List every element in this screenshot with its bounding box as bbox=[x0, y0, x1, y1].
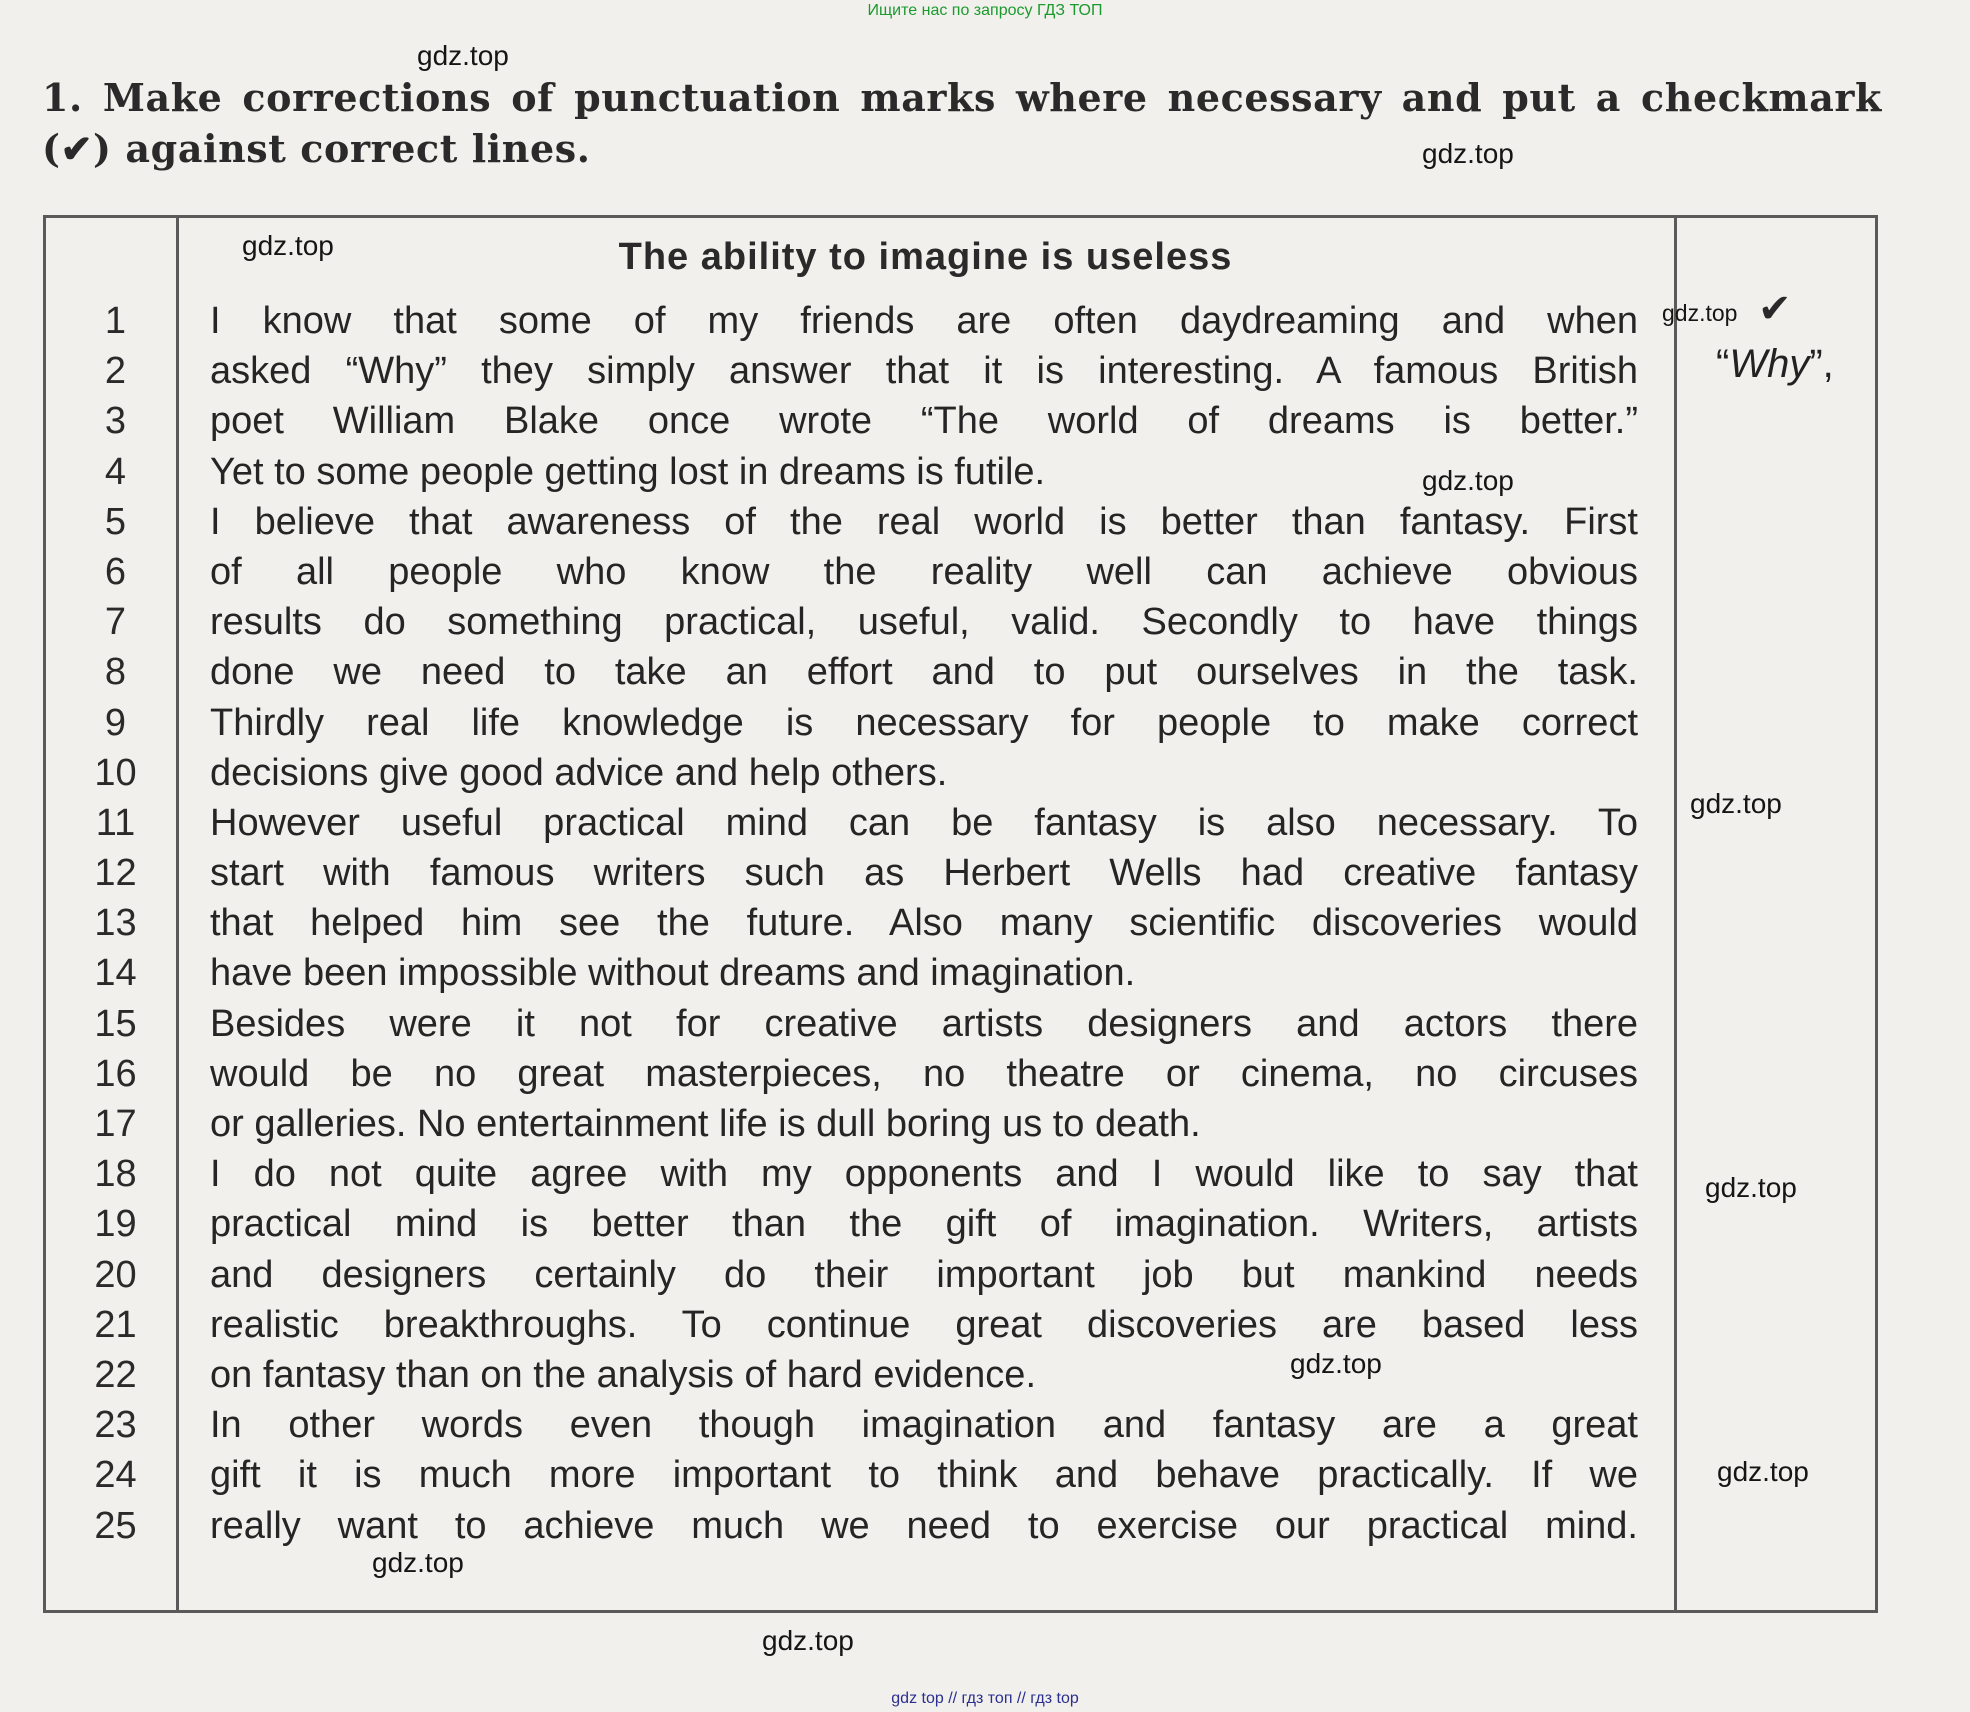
text-line: I do not quite agree with my opponents and I would like to say that bbox=[210, 1153, 1638, 1196]
text-line: have been impossible without dreams and imagination. bbox=[210, 952, 1136, 995]
text-line: results do something practical, useful, valid. Secondly to have things bbox=[210, 601, 1638, 644]
text-line: and designers certainly do their important job but mankind needs bbox=[210, 1253, 1638, 1296]
text-line: on fantasy than on the analysis of hard evidence. bbox=[210, 1353, 1036, 1396]
line-number: 7 bbox=[104, 601, 127, 644]
correction-open-quote: “ bbox=[1716, 342, 1730, 386]
watermark: gdz.top bbox=[1422, 138, 1514, 169]
footer-banner: gdz top // гдз топ // гдз top bbox=[891, 1690, 1079, 1707]
watermark: gdz.top bbox=[1662, 300, 1738, 326]
text-line: Thirdly real life knowledge is necessary for people to make correct bbox=[210, 701, 1638, 744]
text-line: would be no great masterpieces, no theatre or cinema, no circuses bbox=[210, 1052, 1638, 1095]
watermark: gdz.top bbox=[417, 40, 509, 71]
watermark: gdz.top bbox=[762, 1625, 854, 1656]
text-line: realistic breakthroughs. To continue great discoveries are based less bbox=[210, 1303, 1638, 1346]
watermark: gdz.top bbox=[1690, 788, 1782, 819]
text-line: asked “Why” they simply answer that it is interesting. A famous British bbox=[210, 350, 1638, 393]
line-numbers-column bbox=[48, 296, 183, 1551]
text-title: The ability to imagine is useless bbox=[618, 236, 1233, 278]
watermark: gdz.top bbox=[1705, 1172, 1797, 1203]
line2-correction bbox=[1716, 342, 1834, 387]
line-number: 9 bbox=[104, 701, 127, 744]
line-number: 5 bbox=[104, 500, 127, 543]
text-line: really want to achieve much we need to exercise our practical mind. bbox=[210, 1504, 1638, 1547]
correction-close-quote: ”, bbox=[1809, 342, 1834, 386]
table-divider-right bbox=[1674, 215, 1677, 1613]
line-number: 14 bbox=[94, 952, 137, 995]
line-number: 11 bbox=[95, 801, 136, 844]
line-number: 15 bbox=[94, 1002, 137, 1045]
text-line: However useful practical mind can be fantasy is also necessary. To bbox=[210, 801, 1638, 844]
line-number: 8 bbox=[104, 651, 127, 694]
line-number: 6 bbox=[104, 550, 127, 593]
watermark: gdz.top bbox=[372, 1547, 464, 1578]
watermark: gdz.top bbox=[1422, 465, 1514, 496]
header-banner: Ищите нас по запросу ГДЗ ТОП bbox=[867, 2, 1103, 19]
task-instruction-text: Make corrections of punctuation marks where necessary and put a checkmark (✔) against correct lines. bbox=[42, 75, 1882, 171]
text-line: or galleries. No entertainment life is dull boring us to death. bbox=[210, 1103, 1201, 1145]
line-number: 19 bbox=[94, 1203, 137, 1246]
checkmark-icon: ✔ bbox=[1758, 287, 1792, 331]
line-number: 10 bbox=[94, 751, 137, 794]
text-line: I believe that awareness of the real world is better than fantasy. First bbox=[210, 500, 1638, 543]
line-number: 18 bbox=[94, 1153, 137, 1196]
line-number: 16 bbox=[94, 1052, 137, 1095]
text-line: start with famous writers such as Herbert Wells had creative fantasy bbox=[210, 852, 1638, 895]
line-number: 21 bbox=[94, 1303, 137, 1346]
line-number: 12 bbox=[94, 852, 137, 895]
task-instruction bbox=[42, 72, 1882, 174]
line-number: 23 bbox=[94, 1404, 137, 1447]
line-number: 2 bbox=[104, 350, 127, 393]
line-number: 4 bbox=[104, 450, 127, 493]
text-line: gift it is much more important to think and behave practically. If we bbox=[210, 1454, 1638, 1497]
text-line: decisions give good advice and help others. bbox=[210, 751, 948, 794]
text-line: Besides were it not for creative artists designers and actors there bbox=[210, 1002, 1638, 1045]
line-number: 17 bbox=[94, 1103, 137, 1145]
line-number: 24 bbox=[94, 1454, 137, 1497]
line-number: 3 bbox=[104, 400, 127, 443]
watermark: gdz.top bbox=[1290, 1348, 1382, 1379]
watermark: gdz.top bbox=[1717, 1456, 1809, 1487]
line-number: 1 bbox=[104, 300, 127, 342]
text-line: of all people who know the reality well can achieve obvious bbox=[210, 550, 1638, 593]
text-line: In other words even though imagination and fantasy are a great bbox=[210, 1404, 1638, 1447]
text-line: I know that some of my friends are often daydreaming and when bbox=[210, 300, 1638, 342]
line-number: 25 bbox=[94, 1504, 137, 1547]
line-number: 20 bbox=[94, 1253, 137, 1296]
text-line: poet William Blake once wrote “The world of dreams is better.” bbox=[210, 400, 1638, 443]
text-line: practical mind is better than the gift of imagination. Writers, artists bbox=[210, 1203, 1638, 1246]
text-line: done we need to take an effort and to put ourselves in the task. bbox=[210, 651, 1638, 694]
text-line: Yet to some people getting lost in dreams is futile. bbox=[210, 450, 1046, 493]
task-number: 1. bbox=[42, 75, 83, 120]
text-line: that helped him see the future. Also many scientific discoveries would bbox=[210, 902, 1638, 945]
watermark: gdz.top bbox=[242, 230, 334, 261]
line-number: 13 bbox=[94, 902, 137, 945]
correction-word: Why bbox=[1729, 342, 1810, 386]
line-number: 22 bbox=[94, 1353, 137, 1396]
